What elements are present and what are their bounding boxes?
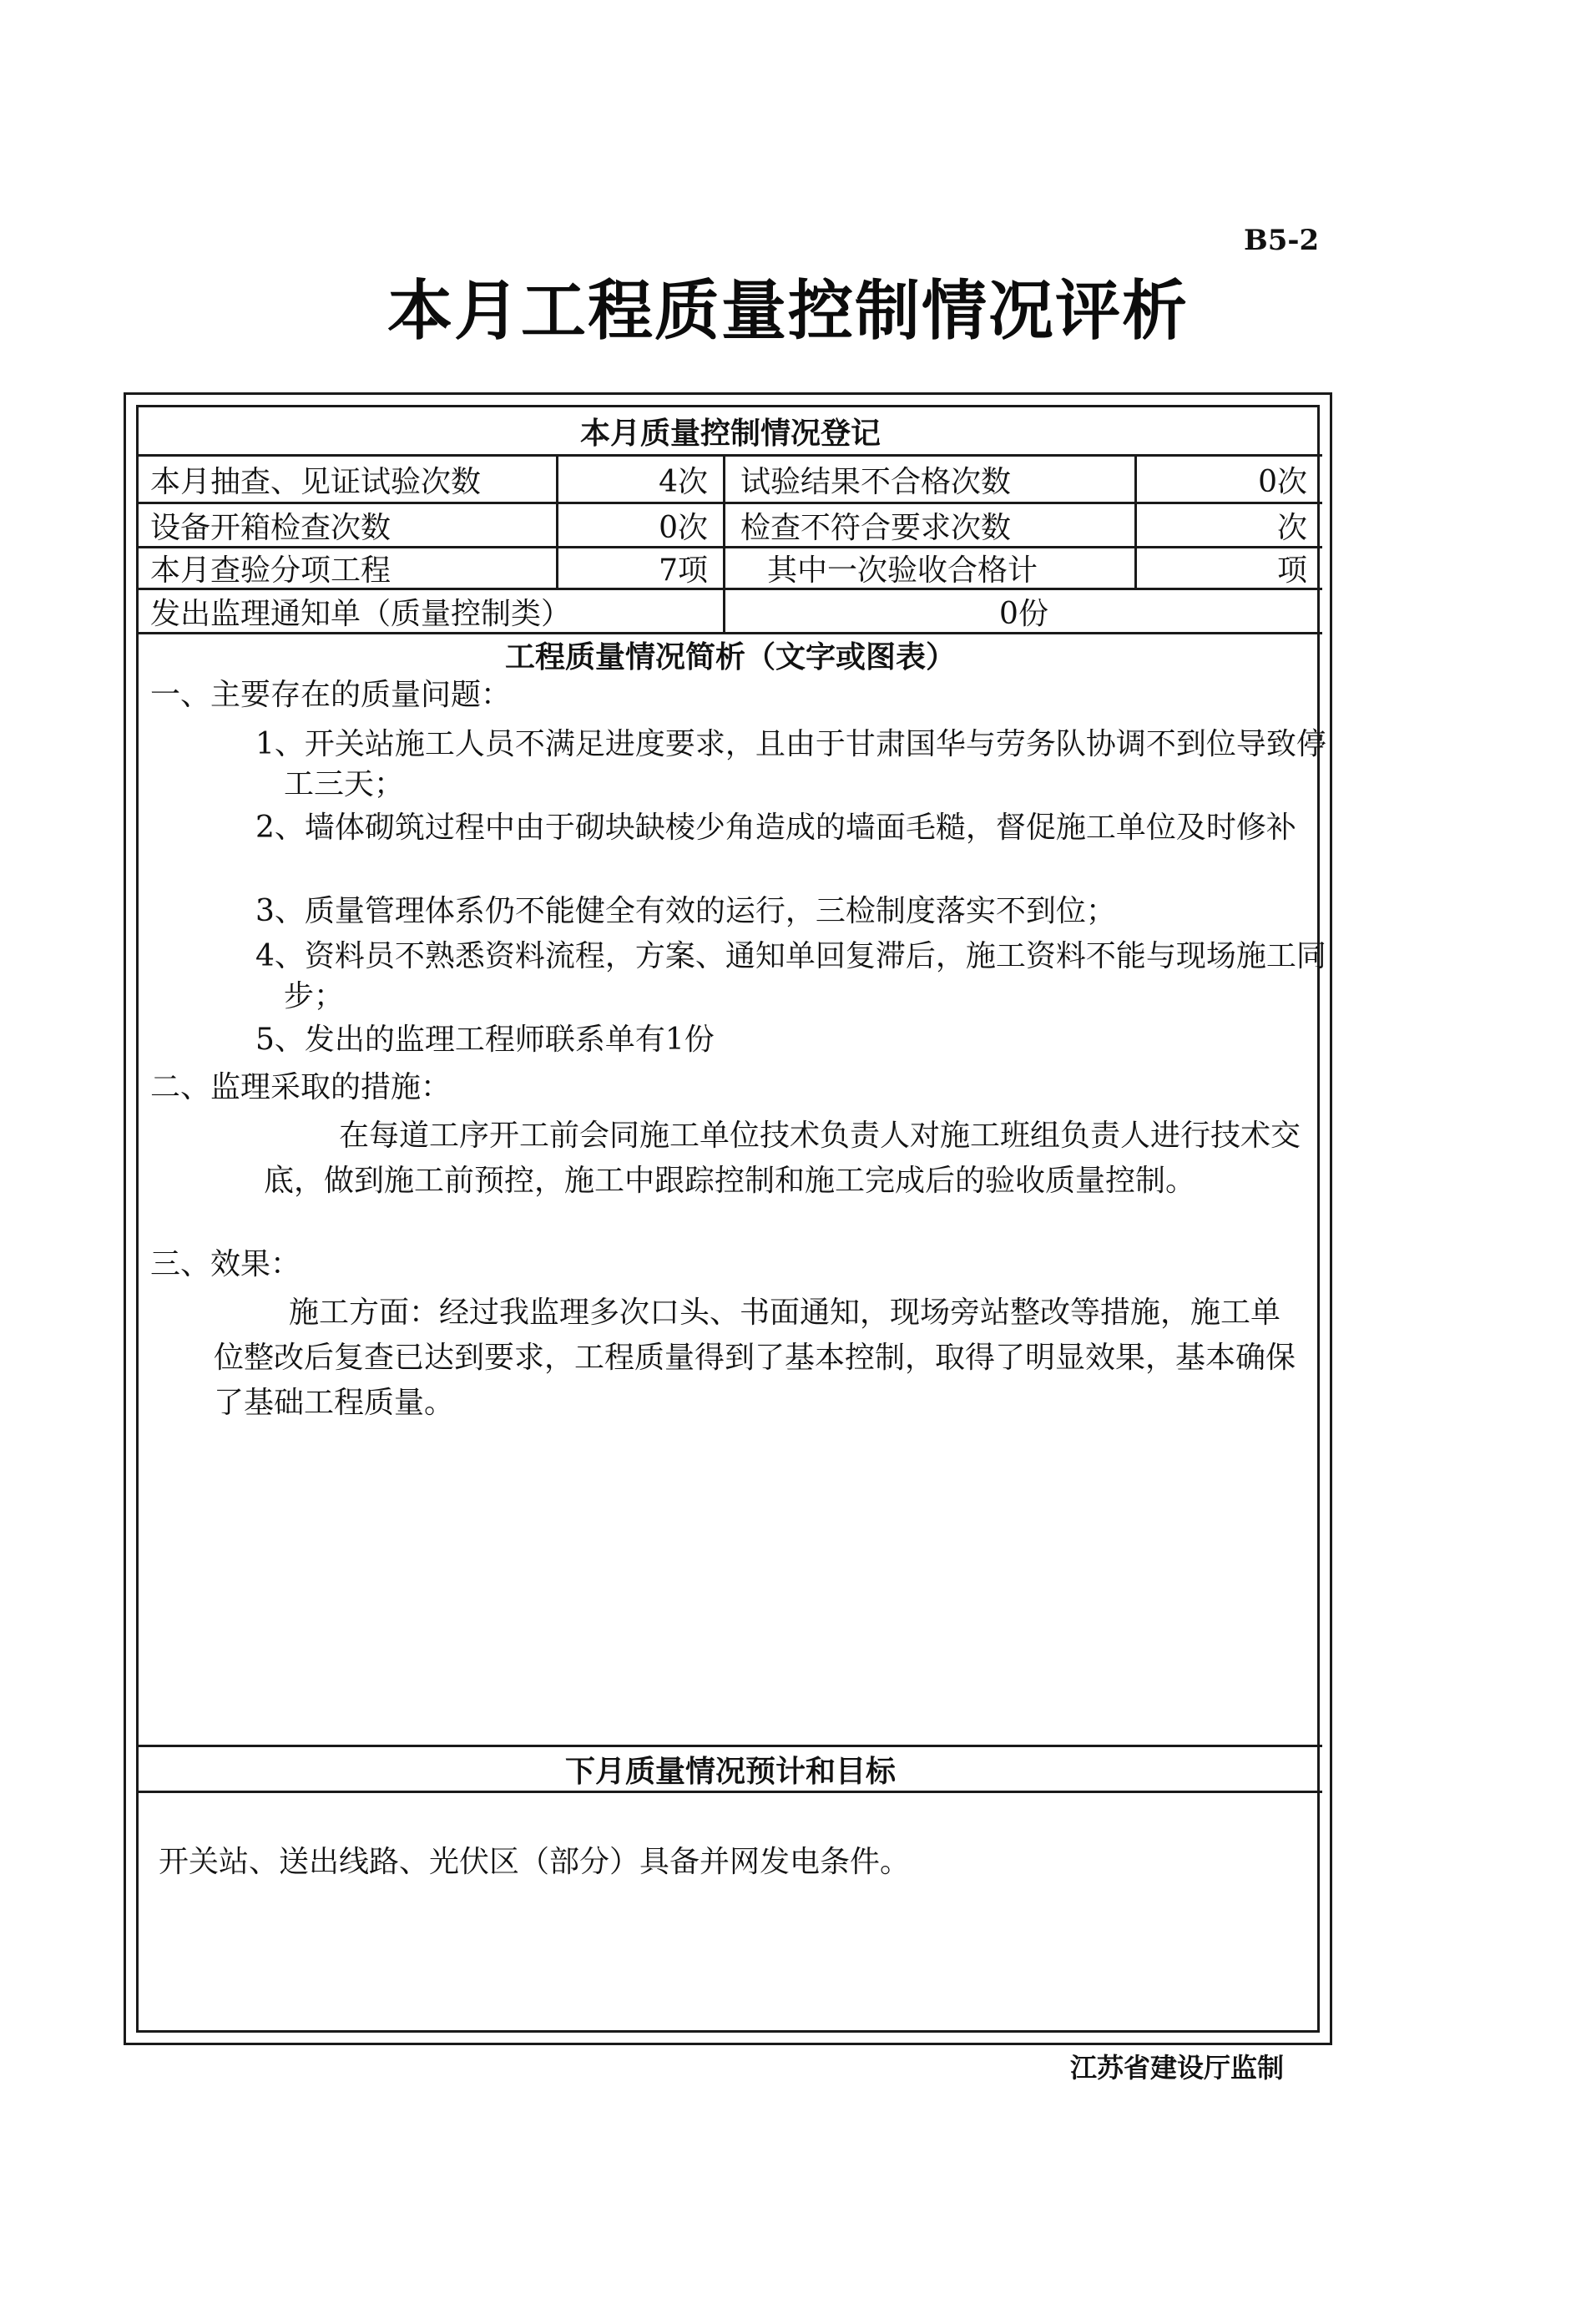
value-subitem-inspections: 7项 — [659, 553, 708, 588]
analysis-heading: 工程质量情况简析（文字或图表） — [504, 639, 956, 674]
forecast-content: 开关站、送出线路、光伏区（部分）具备并网发电条件。 — [159, 1845, 911, 1879]
section3-title: 三、效果： — [150, 1247, 301, 1281]
label-equipment-inspections: 设备开箱检查次数 — [150, 510, 391, 545]
effect-text: 施工方面：经过我监理多次口头、书面通知，现场旁站整改等措施，施工单位整改后复查已达到要求，工程质量得到了基本控制，取得了明显效果，基本确保了基础工程质量。 — [214, 1296, 1296, 1420]
problem-item-2: 2、墙体砌筑过程中由于砌块缺棱少角造成的墙面毛糙，督促施工单位及时修补 — [255, 811, 1296, 845]
document-title: 本月工程质量控制情况评析 — [386, 274, 1189, 349]
label-first-pass-acceptance: 其中一次验收合格计 — [767, 553, 1038, 588]
value-sampling-tests: 4次 — [659, 464, 708, 499]
form-table — [136, 405, 1326, 2033]
section2-title: 二、监理采取的措施： — [150, 1070, 452, 1104]
registration-heading: 本月质量控制情况登记 — [579, 415, 881, 451]
problem-item-5: 5、发出的监理工程师联系单有1份 — [255, 1023, 715, 1057]
label-subitem-inspections: 本月查验分项工程 — [150, 553, 391, 588]
measures-text: 在每道工序开工前会同施工单位技术负责人对施工班组负责人进行技术交底，做到施工前预控，施工中跟踪控制和施工完成后的验收质量控制。 — [264, 1119, 1301, 1198]
value-supervision-notice: 0份 — [999, 596, 1048, 631]
value-first-pass-acceptance: 项 — [1276, 553, 1307, 588]
label-noncompliant-inspections: 检查不符合要求次数 — [740, 510, 1012, 545]
issuer-footer: 江苏省建设厅监制 — [1070, 2052, 1285, 2084]
form-code: B5-2 — [1244, 224, 1320, 257]
row-divider — [139, 1791, 1322, 1793]
value-equipment-inspections: 0次 — [659, 510, 708, 545]
value-noncompliant-inspections: 次 — [1276, 510, 1307, 545]
section1-title: 一、主要存在的质量问题： — [150, 678, 512, 712]
label-sampling-tests: 本月抽查、见证试验次数 — [150, 464, 482, 499]
value-failed-tests: 0次 — [1258, 464, 1307, 499]
label-supervision-notice: 发出监理通知单（质量控制类） — [150, 596, 572, 631]
problem-item-1: 1、开关站施工人员不满足进度要求，且由于甘肃国华与劳务队协调不到位导致停工三天； — [255, 727, 1326, 801]
problem-item-3: 3、质量管理体系仍不能健全有效的运行，三检制度落实不到位； — [255, 894, 1116, 928]
form-outer-frame — [124, 392, 1332, 2045]
label-failed-tests: 试验结果不合格次数 — [740, 464, 1012, 499]
forecast-heading: 下月质量情况预计和目标 — [564, 1753, 896, 1789]
problem-item-4: 4、资料员不熟悉资料流程，方案、通知单回复滞后，施工资料不能与现场施工同步； — [255, 939, 1326, 1013]
